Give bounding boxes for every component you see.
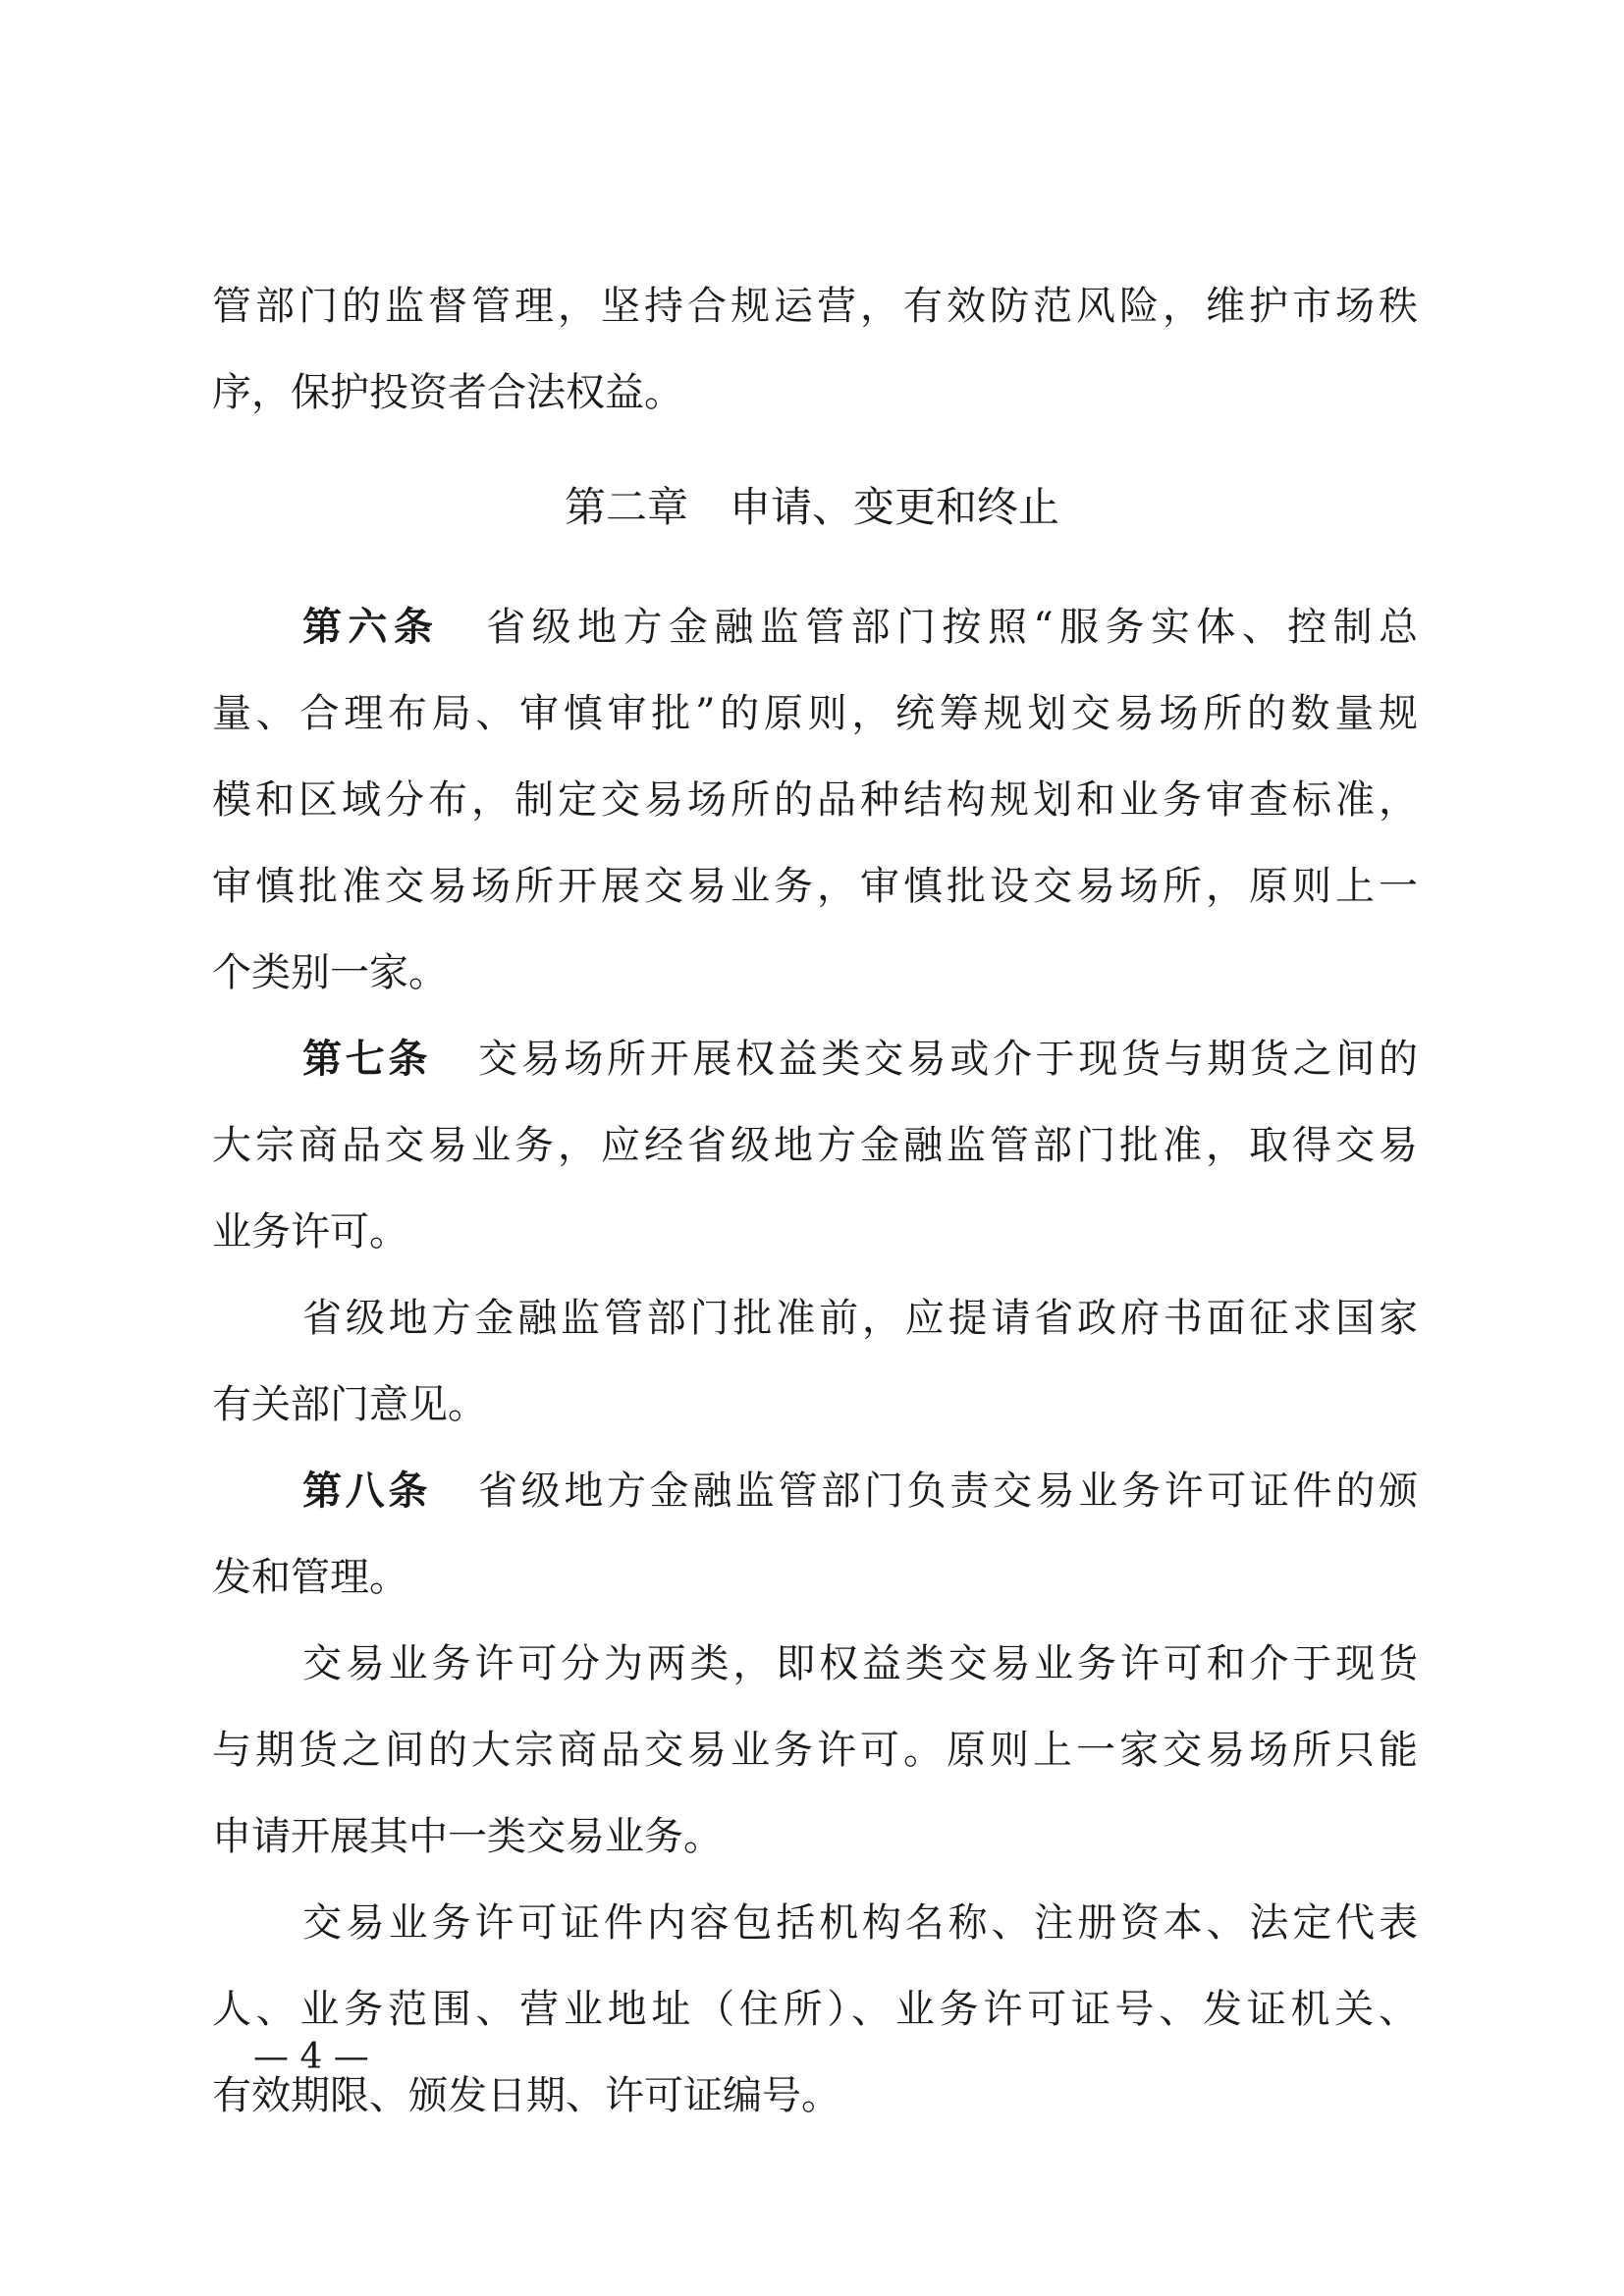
article-text: 交易场所开展权益类交易或介于现货与期货之间的: [478, 1037, 1418, 1082]
article-6-line: [302, 604, 1418, 651]
article-label: 第七条: [302, 1037, 431, 1082]
article-label: 第八条: [302, 1468, 431, 1514]
text-line: 有效期限、颁发日期、许可证编号。: [212, 2073, 840, 2118]
article-label: 第六条: [302, 605, 440, 650]
article-8-line: [302, 1468, 1418, 1515]
text-line: 交易业务许可证件内容包括机构名称、注册资本、法定代表: [302, 1900, 1418, 1946]
text-line: 有关部门意见。: [212, 1382, 487, 1427]
text-line: 大宗商品交易业务，应经省级地方金融监管部门批准，取得交易: [212, 1123, 1418, 1168]
text-line: 与期货之间的大宗商品交易业务许可。原则上一家交易场所只能: [212, 1728, 1418, 1773]
text-line: 管部门的监督管理，坚持合规运营，有效防范风险，维护市场秩: [212, 284, 1418, 329]
article-text: 省级地方金融监管部门负责交易业务许可证件的颁: [478, 1468, 1418, 1514]
page-number: — 4 —: [253, 2037, 369, 2077]
article-7-line: [302, 1036, 1418, 1083]
text-line: 人、业务范围、营业地址（住所）、业务许可证号、发证机关、: [212, 1987, 1418, 2032]
text-line: 交易业务许可分为两类，即权益类交易业务许可和介于现货: [302, 1641, 1418, 1686]
text-line: 申请开展其中一类交易业务。: [212, 1814, 723, 1859]
text-line: 审慎批准交易场所开展交易业务，审慎批设交易场所，原则上一: [212, 864, 1418, 909]
text-line: 业务许可。: [212, 1209, 408, 1255]
text-line: 个类别一家。: [212, 950, 448, 995]
text-line: 省级地方金融监管部门批准前，应提请省政府书面征求国家: [302, 1296, 1418, 1341]
text-line: 序，保护投资者合法权益。: [212, 370, 683, 415]
text-line: 模和区域分布，制定交易场所的品种结构规划和业务审查标准，: [212, 777, 1418, 823]
article-text: 省级地方金融监管部门按照“服务实体、控制总: [486, 605, 1419, 650]
text-line: 量、合理布局、审慎审批”的原则，统筹规划交易场所的数量规: [212, 691, 1418, 736]
text-line: 发和管理。: [212, 1555, 408, 1600]
chapter-title: 第二章 申请、变更和终止: [564, 483, 1059, 531]
